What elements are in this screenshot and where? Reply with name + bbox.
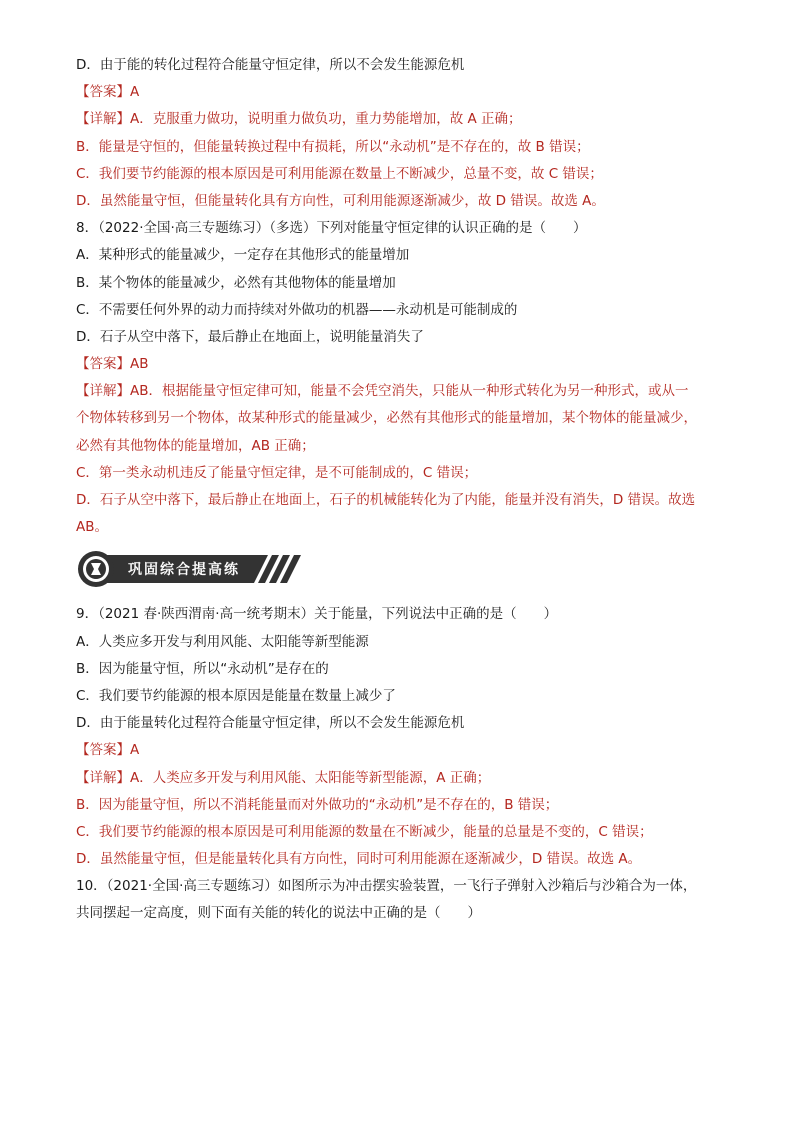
q7-detail-a	[76, 106, 726, 133]
q7-detail-b: B．能量是守恒的，但能量转换过程中有损耗，所以“永动机”是不存在的，故 B 错误；	[76, 138, 590, 155]
q8-option-b: B．某个物体的能量减少，必然有其他物体的能量增加	[76, 274, 396, 291]
q8-detail-ab-2: 个物体转移到另一个物体，故某种形式的能量减少，必然有其他形式的能量增加，某个物体的能量减少，	[76, 410, 697, 427]
q9-answer	[76, 737, 726, 764]
q9-detail-a	[76, 765, 726, 792]
detail-text: AB．根据能量守恒定律可知，能量不会凭空消失，只能从一种形式转化为另一种形式，或从一	[130, 383, 689, 400]
answer-value: AB	[130, 356, 149, 373]
q7-detail-c: C．我们要节约能源的根本原因是可利用能源在数量上不断减少，总量不变，故 C 错误；	[76, 165, 603, 182]
q9-option-a: A．人类应多开发与利用风能、太阳能等新型能源	[76, 633, 369, 650]
q8-detail-d-2: AB。	[76, 519, 108, 536]
answer-value: A	[130, 742, 140, 759]
q7-option-d: D．由于能的转化过程符合能量守恒定律，所以不会发生能源危机	[76, 57, 465, 73]
detail-text: A．人类应多开发与利用风能、太阳能等新型能源，A 正确；	[130, 769, 491, 786]
q8-detail-ab-3: 必然有其他物体的能量增加，AB 正确；	[76, 437, 315, 454]
detail-tag: 【详解】	[76, 769, 130, 786]
q8-answer	[76, 351, 726, 378]
q9-detail-d: D．虽然能量守恒，但是能量转化具有方向性，同时可利用能源在逐渐减少，D 错误。故选 A。	[76, 851, 642, 868]
answer-tag: 【答案】	[76, 742, 130, 759]
q7-answer	[76, 79, 726, 106]
q9-option-b: B．因为能量守恒，所以“永动机”是存在的	[76, 660, 329, 677]
q8-stem: 8．（2022·全国·高三专题练习）（多选）下列对能量守恒定律的认识正确的是（ ）	[76, 220, 587, 237]
q8-detail-ab-1	[76, 378, 726, 405]
answer-value: A	[130, 84, 140, 101]
q9-detail-b: B．因为能量守恒，所以不消耗能量而对外做功的“永动机”是不存在的，B 错误；	[76, 796, 559, 813]
q9-option-c: C．我们要节约能源的根本原因是能量在数量上减少了	[76, 687, 396, 704]
q9-option-d: D．由于能量转化过程符合能量守恒定律，所以不会发生能源危机	[76, 715, 465, 732]
detail-tag: 【详解】	[76, 383, 130, 400]
q8-option-d: D．石子从空中落下，最后静止在地面上，说明能量消失了	[76, 328, 424, 345]
q8-detail-c: C．第一类永动机违反了能量守恒定律，是不可能制成的，C 错误；	[76, 464, 478, 481]
section-banner	[76, 549, 306, 589]
banner-title: 巩固综合提高练	[128, 562, 240, 579]
page-content	[76, 52, 726, 928]
detail-tag: 【详解】	[76, 111, 130, 128]
q7-detail-d: D．虽然能量守恒，但能量转化具有方向性，可利用能源逐渐减少，故 D 错误。故选 A。	[76, 192, 605, 209]
detail-text: A．克服重力做功，说明重力做负功，重力势能增加，故 A 正确；	[130, 111, 522, 128]
q10-stem-1: 10．（2021·全国·高三专题练习）如图所示为冲击摆实验装置，一飞行子弹射入沙箱后与沙箱合为一体，	[76, 878, 697, 895]
answer-tag: 【答案】	[76, 84, 130, 101]
q8-option-a: A．某种形式的能量减少，一定存在其他形式的能量增加	[76, 247, 410, 264]
q8-detail-d-1: D．石子从空中落下，最后静止在地面上，石子的机械能转化为了内能，能量并没有消失，D 错误。故选	[76, 492, 696, 508]
q10-stem-2: 共同摆起一定高度，则下面有关能的转化的说法中正确的是（ ）	[76, 905, 481, 922]
answer-tag: 【答案】	[76, 356, 130, 373]
q9-detail-c: C．我们要节约能源的根本原因是可利用能源的数量在不断减少，能量的总量是不变的，C 错误；	[76, 823, 653, 840]
q8-option-c: C．不需要任何外界的动力而持续对外做功的机器——永动机是可能制成的	[76, 301, 518, 318]
q9-stem: 9．（2021 春·陕西渭南·高一统考期末）关于能量，下列说法中正确的是（ ）	[76, 606, 558, 623]
